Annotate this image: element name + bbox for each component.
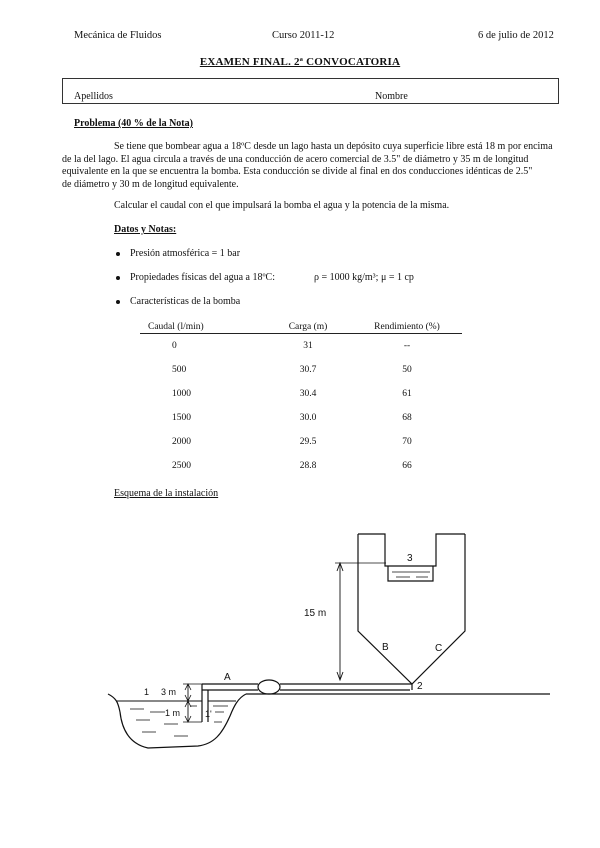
tank-inner-reservoir (388, 566, 433, 581)
notes-heading: Datos y Notas: (114, 224, 177, 235)
column-header: Carga (m) (264, 318, 352, 334)
table-row: 1000 30.4 61 (172, 389, 412, 399)
label-1m: 1 m (165, 708, 181, 718)
label-point-2: 2 (417, 681, 423, 692)
header-subject: Mecánica de Fluidos (74, 30, 162, 41)
label-point-1p: 1' (205, 709, 212, 719)
statement-line: de la del lago. El agua circula a través de una conducción de acero comercial de 3.5" de diámetro y 35 m de longitud (62, 153, 529, 165)
diagram-caption: Esquema de la instalación (114, 488, 219, 499)
label-15m: 15 m (304, 608, 327, 619)
column-header: Caudal (l/min) (140, 318, 264, 334)
tank-water-lines (392, 572, 430, 577)
statement-line: de diámetro y 30 m de longitud equivalente. (62, 178, 239, 190)
table-row: 2000 29.5 70 (172, 437, 412, 447)
exam-title: EXAMEN FINAL. 2ª CONVOCATORIA (199, 56, 401, 68)
label-point-3: 3 (407, 553, 413, 564)
label-point-c: C (435, 643, 443, 654)
surname-label: Apellidos (74, 91, 113, 102)
problem-task: Calcular el caudal con el que impulsará la bomba el agua y la potencia de la misma. (114, 200, 450, 211)
table-row: 1500 30.0 68 (172, 413, 412, 423)
label-3m: 3 m (161, 687, 177, 697)
header-course: Curso 2011-12 (272, 30, 335, 41)
label-point-1: 1 (144, 687, 150, 697)
pump-icon (258, 680, 280, 694)
statement-line: Se tiene que bombear agua a 18ºC desde un lago hasta un depósito cuya superficie libre está 18 m por encima (114, 141, 553, 152)
statement-line: equivalente en la que se encuentra la bomba. Esta conducción se divide al final en dos conducciones idénticas de 2.5" (62, 166, 533, 177)
lake-basin (120, 694, 246, 748)
note-item: Características de la bomba (116, 296, 536, 310)
note-item: Propiedades físicas del agua a 18ºC: ρ = 1000 kg/m³; μ = 1 cp (116, 272, 536, 286)
label-point-a: A (224, 672, 231, 683)
dimension-ticks (183, 684, 202, 722)
header-date: 6 de julio de 2012 (478, 30, 554, 41)
water-properties: ρ = 1000 kg/m³; μ = 1 cp (314, 272, 414, 283)
table-row: 2500 28.8 66 (172, 461, 412, 471)
lake-left-bank (108, 694, 120, 712)
table-row: 500 30.7 50 (172, 365, 412, 375)
column-header: Rendimiento (%) (352, 318, 462, 334)
problem-heading: Problema (40 % de la Nota) (74, 118, 193, 129)
name-label: Nombre (375, 91, 408, 102)
table-row: 0 31 -- (172, 341, 411, 351)
note-item: Presión atmosférica = 1 bar (116, 248, 536, 262)
label-point-b: B (382, 642, 389, 653)
